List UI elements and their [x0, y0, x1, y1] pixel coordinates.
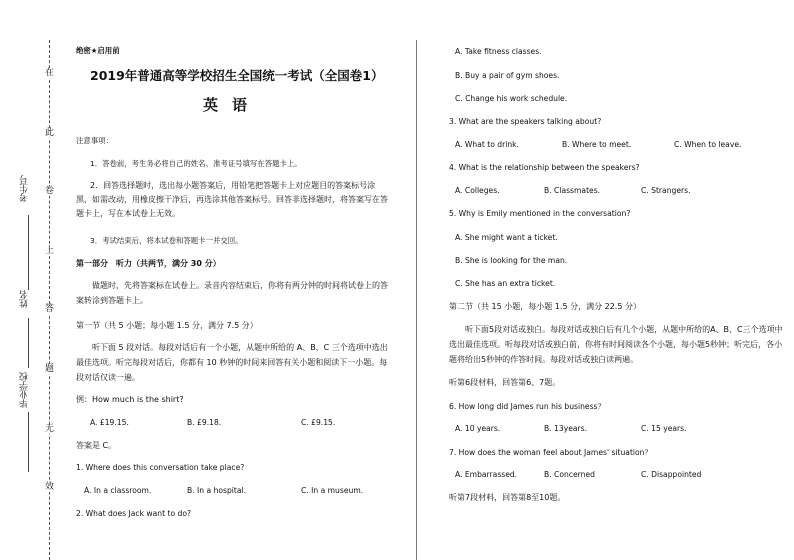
seal-char: 卷 — [45, 186, 55, 196]
seal-char: 无 — [45, 424, 55, 434]
example-option-c: C. £9.15. — [301, 418, 336, 427]
name-label: 姓名 — [20, 290, 30, 308]
q2-option-a: A. Take fitness classes. — [455, 47, 542, 56]
q3-option-a: A. What to drink. — [455, 140, 519, 149]
seal-char: 在 — [45, 68, 55, 78]
seal-char: 效 — [45, 482, 55, 492]
q4-option-c: C. Strangers. — [641, 186, 691, 195]
q1-option-c: C. In a museum. — [301, 486, 364, 495]
material-7-note: 听第7段材料，回答第8至10题。 — [449, 493, 566, 502]
q4-option-b: B. Classmates. — [544, 186, 601, 195]
name-line — [28, 318, 29, 368]
q6-option-b: B. 13years. — [544, 424, 588, 433]
question-3: 3. What are the speakers talking about? — [449, 117, 602, 126]
question-6: 6. How long did James run his business？ — [449, 402, 606, 411]
section1-heading: 第一节（共 5 小题；每小题 1.5 分，满分 7.5 分） — [76, 321, 258, 330]
school-label: 毕业学校 — [20, 372, 30, 408]
q5-option-b: B. She is looking for the man. — [455, 256, 568, 265]
candidate-number-line — [28, 215, 29, 290]
school-line — [28, 412, 29, 472]
question-2: 2. What does Jack want to do? — [76, 509, 192, 518]
example-option-a: A. £19.15. — [90, 418, 129, 427]
section2-intro: 听下面5段对话或独白。每段对话或独白后有几个小题，从题中所给的A、B、C三个选项中选出最佳选项。听每段对话或独白前，你将有时间阅读各个小题，每小题5秒钟；听完后，各小题将给出5秒钟的作答时间。每段对话或独白读两遍。 — [449, 325, 783, 364]
q3-option-c: C. When to leave. — [674, 140, 742, 149]
q5-option-a: A. She might want a ticket. — [455, 233, 558, 242]
example-question: 例：How much is the shirt? — [76, 395, 184, 404]
part1-intro: 做题时，先将答案标在试卷上。录音内容结束后，你将有两分钟的时间将试卷上的答案转涂到答题卡上。 — [76, 281, 388, 305]
note-item: 3．考试结束后，将本试卷和答题卡一并交回。 — [90, 236, 243, 245]
exam-title: 2019年普通高等学校招生全国统一考试（全国卷1） — [90, 68, 384, 83]
binding-margin — [0, 0, 70, 560]
seal-char: 此 — [45, 128, 55, 138]
q3-option-b: B. Where to meet. — [562, 140, 632, 149]
seal-char: 题 — [45, 364, 55, 374]
example-option-b: B. £9.18. — [187, 418, 222, 427]
material-6-note: 听第6段材料，回答第6、7题。 — [449, 378, 561, 387]
section2-heading: 第二节（共 15 小题，每小题 1.5 分，满分 22.5 分） — [449, 302, 641, 311]
example-answer: 答案是 C。 — [76, 441, 117, 450]
q2-option-b: B. Buy a pair of gym shoes. — [455, 71, 560, 80]
seal-char: 上 — [45, 246, 55, 256]
subject-title: 英语 — [203, 96, 262, 114]
question-7: 7. How does the woman feel about James' situation？ — [449, 448, 653, 457]
secret-mark: 绝密★启用前 — [76, 46, 120, 55]
q5-option-c: C. She has an extra ticket. — [455, 279, 556, 288]
question-5: 5. Why is Emily mentioned in the conversation? — [449, 209, 631, 218]
q2-option-c: C. Change his work schedule. — [455, 94, 568, 103]
candidate-number-label: 考生号 — [20, 175, 30, 202]
q7-option-c: C. Disappointed — [641, 470, 702, 479]
q6-option-c: C. 15 years. — [641, 424, 687, 433]
notes-heading: 注意事项： — [76, 136, 113, 145]
q6-option-a: A. 10 years. — [455, 424, 501, 433]
q1-option-b: B. In a hospital. — [187, 486, 247, 495]
q7-option-a: A. Embarrassed. — [455, 470, 518, 479]
column-divider — [416, 40, 417, 560]
note-item: 2．回答选择题时，选出每小题答案后，用铅笔把答题卡上对应题目的答案标号涂黑，如需改动，用橡皮擦干净后，再选涂其他答案标号。回答非选择题时，将答案写在答题卡上，写在本试卷上无效。 — [76, 181, 388, 218]
question-4: 4. What is the relationship between the speakers? — [449, 163, 640, 172]
section1-intro: 听下面 5 段对话。每段对话后有一个小题，从题中所给的 A、B、C 三个选项中选出最佳选项。听完每段对话后，你都有 10 秒钟的时间来回答有关小题和阅读下一小题。每段对话仅读一遍。 — [76, 343, 388, 382]
seal-char: 答 — [45, 304, 55, 314]
q1-option-a: A. In a classroom. — [84, 486, 152, 495]
q7-option-b: B. Concerned — [544, 470, 595, 479]
question-1: 1. Where does this conversation take place? — [76, 463, 245, 472]
note-item: 1．答卷前，考生务必将自己的姓名、准考证号填写在答题卡上。 — [90, 159, 302, 168]
part1-heading: 第一部分 听力（共两节，满分 30 分） — [76, 259, 221, 268]
q4-option-a: A. Colleges. — [455, 186, 500, 195]
